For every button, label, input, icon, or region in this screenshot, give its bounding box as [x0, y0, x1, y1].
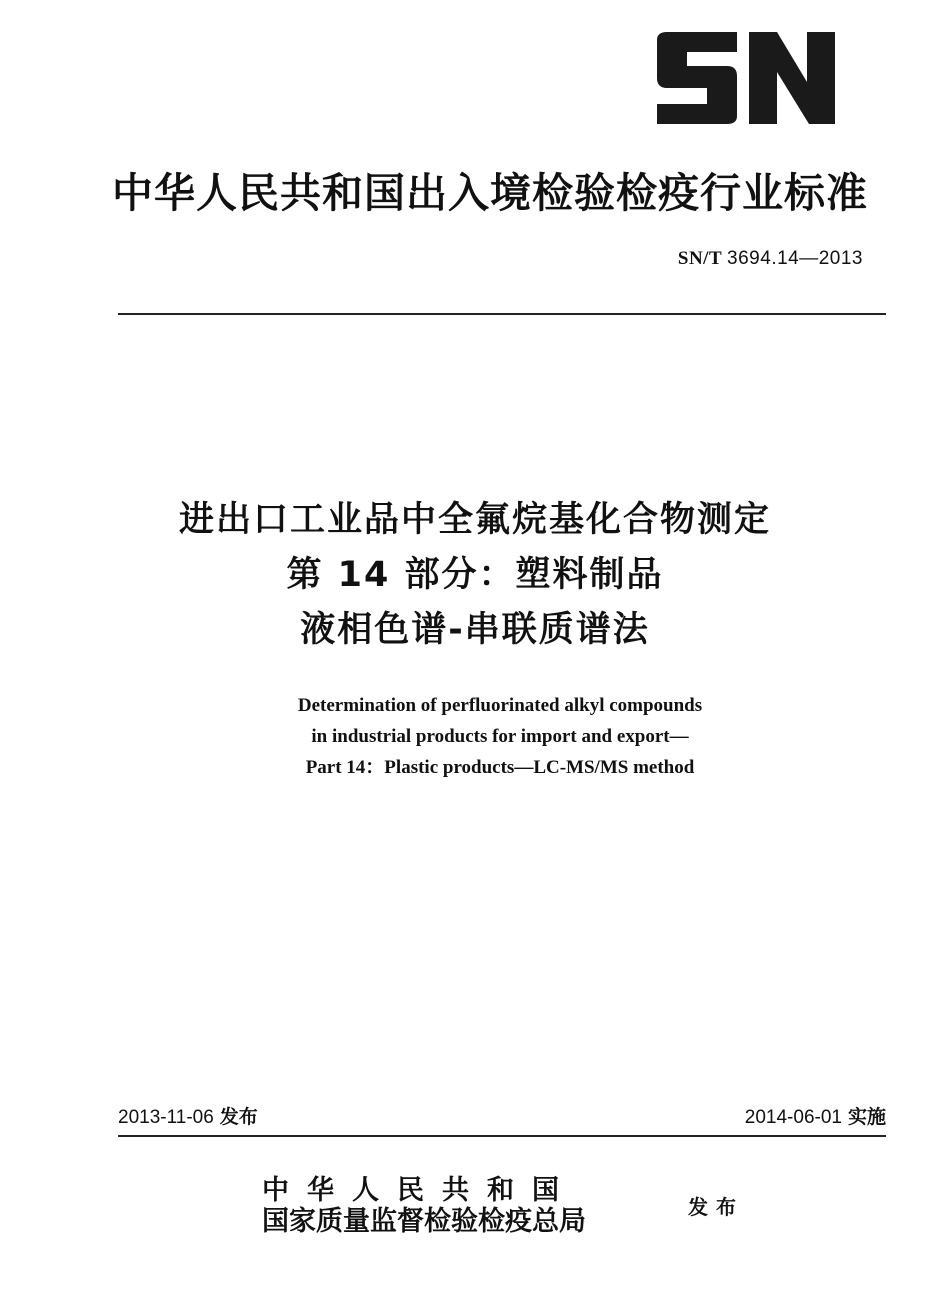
org-title: 中华人民共和国出入境检验检疫行业标准 [112, 169, 868, 217]
chinese-title [0, 493, 950, 658]
english-title-line-1: Determination of perfluorinated alkyl compounds [297, 695, 703, 716]
chinese-title-line-1: 进出口工业品中全氟烷基化合物测定 [178, 500, 771, 540]
english-title-line-3: Part 14：Plastic products—LC-MS/MS method [305, 757, 695, 778]
issue-date [118, 1102, 258, 1129]
chinese-title-line-3: 液相色谱-串联质谱法 [300, 610, 650, 650]
issue-date-value: 2013-11-06 [118, 1107, 214, 1128]
implementation-date [745, 1102, 886, 1129]
standard-number [678, 248, 863, 270]
chinese-title-line-2: 第 14 部分：塑料制品 [286, 555, 664, 595]
issue-date-label: 发布 [219, 1106, 258, 1128]
standard-code: 3694.14—2013 [727, 248, 863, 269]
implementation-date-label: 实施 [847, 1106, 886, 1128]
publisher [262, 1176, 586, 1238]
publisher-line-2: 国家质量监督检验检疫总局 [262, 1206, 586, 1237]
implementation-date-value: 2014-06-01 [744, 1107, 842, 1128]
top-divider [118, 313, 886, 315]
sn-logo [653, 30, 839, 126]
standard-prefix: SN/T [677, 248, 722, 269]
english-title-line-2: in industrial products for import and export— [311, 726, 689, 747]
english-title [0, 690, 950, 783]
publish-label: 发布 [688, 1195, 744, 1219]
sn-logo-mark [653, 30, 839, 126]
bottom-divider [118, 1135, 886, 1137]
publisher-line-1: 中华人民共和国 [262, 1175, 577, 1206]
